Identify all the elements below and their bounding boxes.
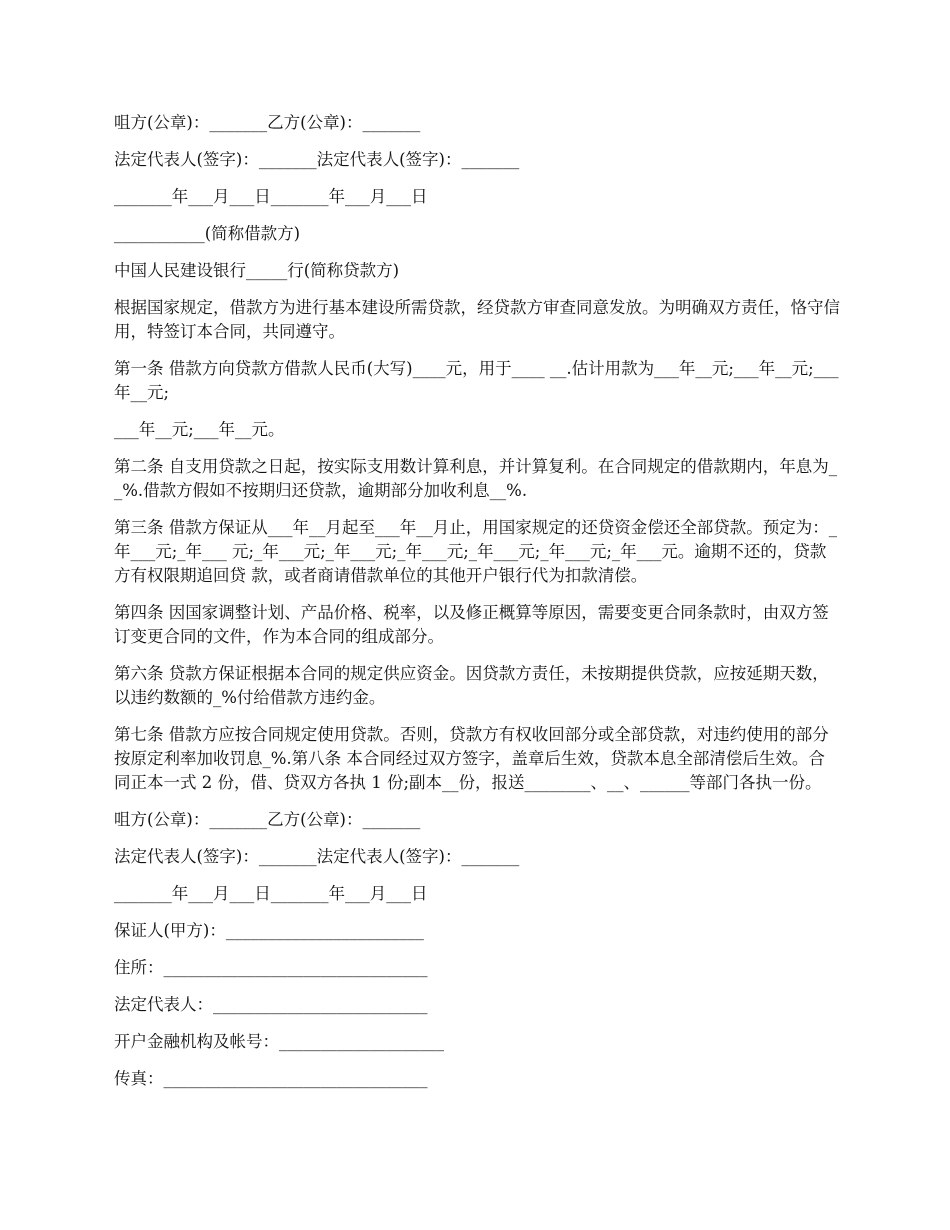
bank-account-line: 开户金融机构及帐号：____________________ [114, 1032, 444, 1051]
borrower-name-line: ___________(简称借款方) [114, 224, 301, 243]
article-2-paragraph: 第二条 自支用贷款之日起，按实际支用数计算利息，并计算复利。在合同规定的借款期内，年息为__%.借款方假如不按期归还贷款，逾期部分加收利息__%. [114, 457, 837, 500]
date-line-2: _______年___月___日_______年___月___日 [114, 884, 428, 903]
article-1-continued: ___年__元;___年__元。 [114, 420, 285, 439]
article-3-paragraph: 第三条 借款方保证从___年__月起至___年__月止，用国家规定的还贷资金偿还全部贷款。预定为：_年___元;_年___ 元;_年___元;_年___元;_年___元;_年___元;_年___元;_年___元。逾期不还的，贷款方有权限期追回贷 款，或者商请借款单位的其他开户银行代为扣款清偿。 [114, 518, 837, 585]
address-line: 住所：________________________________ [114, 958, 428, 977]
party-a-b-seal-line-2: 咀方(公章)：_______乙方(公章)：_______ [114, 810, 421, 829]
legal-representative-line: 法定代表人：__________________________ [114, 995, 428, 1014]
lender-name-line: 中国人民建设银行_____行(简称贷款方) [114, 261, 400, 280]
article-7-8-paragraph: 第七条 借款方应按合同规定使用贷款。否则，贷款方有权收回部分或全部贷款，对违约使用的部分按原定利率加收罚息_%.第八条 本合同经过双方签字，盖章后生效，贷款本息全部清偿后生效。合同正本一式 2 份，借、贷双方各执 1 份;副本__份，报送________、__、______等部门各执一份。 [114, 725, 829, 792]
legal-rep-signature-line: 法定代表人(签字)：_______法定代表人(签字)：_______ [114, 150, 520, 169]
article-4-paragraph: 第四条 因国家调整计划、产品价格、税率，以及修正概算等原因，需要变更合同条款时，由双方签订变更合同的文件，作为本合同的组成部分。 [114, 603, 829, 646]
preamble-paragraph: 根据国家规定，借款方为进行基本建设所需贷款，经贷款方审查同意发放。为明确双方责任，恪守信用，特签订本合同，共同遵守。 [114, 298, 840, 341]
date-line: _______年___月___日_______年___月___日 [114, 187, 428, 206]
legal-rep-signature-line-2: 法定代表人(签字)：_______法定代表人(签字)：_______ [114, 847, 520, 866]
party-a-b-seal-line: 咀方(公章)：_______乙方(公章)：_______ [114, 113, 421, 132]
article-1-paragraph: 第一条 借款方向贷款方借款人民币(大写)____元，用于____ __.估计用款为___年__元;___年__元;___年__元; [114, 359, 839, 402]
fax-line: 传真：________________________________ [114, 1069, 428, 1088]
document-body [114, 111, 840, 1104]
article-6-paragraph: 第六条 贷款方保证根据本合同的规定供应资金。因贷款方责任，未按期提供贷款，应按延期天数，以违约数额的_%付给借款方违约金。 [114, 664, 829, 707]
guarantor-line: 保证人(甲方)：________________________ [114, 921, 424, 940]
